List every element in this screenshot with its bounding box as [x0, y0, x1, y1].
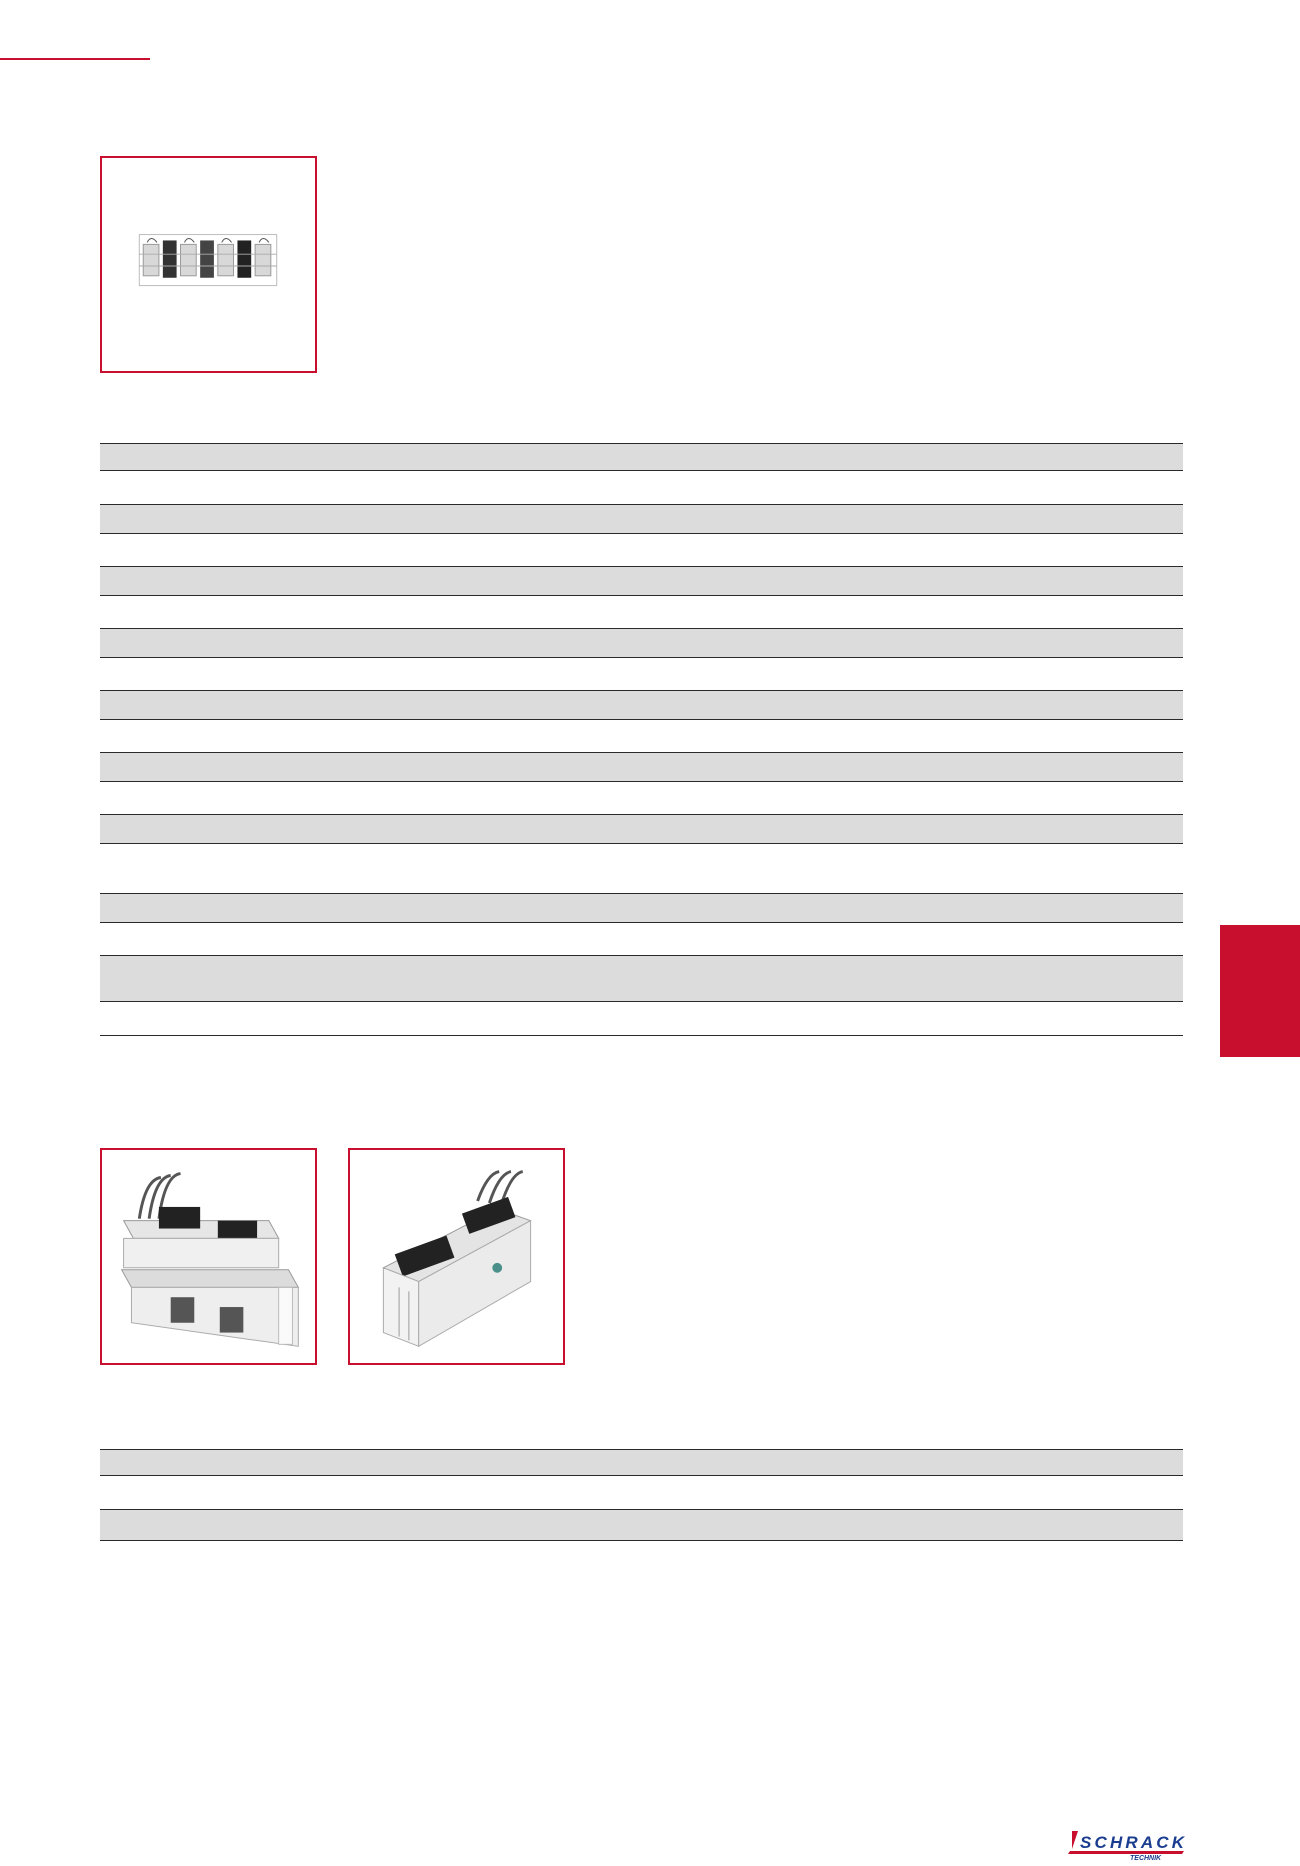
busbar-adapter-image	[100, 156, 317, 373]
table-row	[100, 505, 1183, 534]
table-row	[100, 691, 1183, 720]
svg-text:TECHNIK: TECHNIK	[1130, 1855, 1162, 1861]
table-row	[100, 753, 1183, 782]
spec-table-2	[100, 1449, 1183, 1541]
table-row	[100, 720, 1183, 753]
table-row	[100, 1476, 1183, 1510]
table-row	[100, 1002, 1183, 1036]
table-row	[100, 1449, 1183, 1476]
motor-starter-adapter-image-2	[348, 1148, 565, 1365]
table-row	[100, 782, 1183, 815]
table-row	[100, 596, 1183, 629]
table-row	[100, 534, 1183, 567]
table-row	[100, 844, 1183, 894]
table-row	[100, 443, 1183, 471]
table-row	[100, 815, 1183, 844]
table-row	[100, 894, 1183, 923]
table-row	[100, 658, 1183, 691]
spec-table-1	[100, 443, 1183, 1036]
table-row	[100, 629, 1183, 658]
table-row	[100, 956, 1183, 1002]
motor-starter-adapter-image-1	[100, 1148, 317, 1365]
table-row	[100, 923, 1183, 956]
table-row	[100, 567, 1183, 596]
header-rule	[0, 58, 150, 60]
table-row	[100, 471, 1183, 505]
table-row	[100, 1510, 1183, 1541]
brand-logo	[1068, 1827, 1186, 1861]
svg-text:SCHRACK: SCHRACK	[1080, 1833, 1184, 1852]
section-tab	[1220, 925, 1300, 1057]
